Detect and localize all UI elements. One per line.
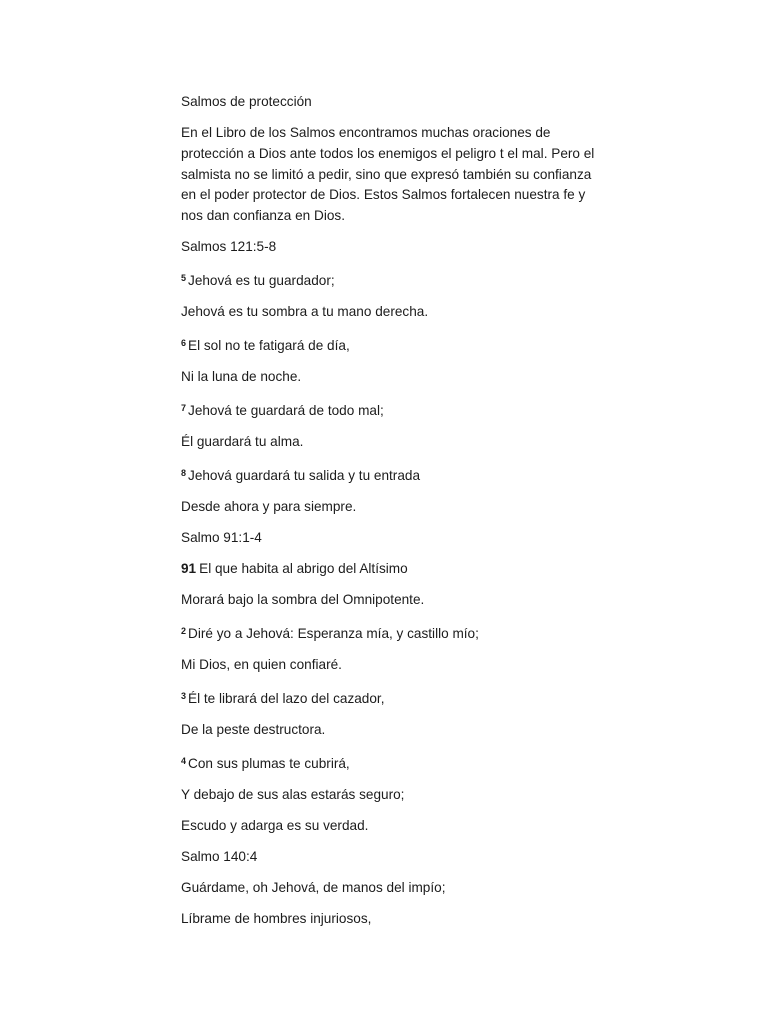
verse-number: 4	[181, 755, 187, 766]
verse-line	[181, 751, 601, 775]
verse-text: Jehová te guardará de todo mal;	[188, 403, 384, 419]
verse-text: Líbrame de hombres injuriosos,	[181, 910, 372, 926]
verse-text: Jehová es tu sombra a tu mano derecha.	[181, 304, 429, 320]
verse-text: Con sus plumas te cubrirá,	[188, 755, 350, 771]
verse-line	[181, 686, 601, 710]
verse-line	[181, 909, 601, 930]
verse-text: Diré yo a Jehová: Esperanza mía, y castillo mío;	[188, 625, 479, 641]
verse-text: Desde ahora y para siempre.	[181, 499, 357, 515]
document-title: Salmos de protección	[181, 94, 312, 109]
verse-text: Y debajo de sus alas estarás seguro;	[181, 786, 405, 802]
verse-text: Escudo y adarga es su verdad.	[181, 817, 369, 833]
verse-line	[181, 655, 601, 676]
verse-text: Él guardará tu alma.	[181, 434, 304, 450]
verse-text: El que habita al abrigo del Altísimo	[199, 561, 408, 576]
verse-line	[181, 463, 601, 487]
verse-line	[181, 398, 601, 422]
verse-line	[181, 333, 601, 357]
verse-number: 5	[181, 273, 187, 284]
verse-number: 8	[181, 468, 187, 479]
verse-number: 6	[181, 338, 187, 349]
verse-number: 2	[181, 625, 187, 636]
verse-line	[181, 785, 601, 806]
verse-text: Morará bajo la sombra del Omnipotente.	[181, 591, 425, 607]
verse-text: El sol no te fatigará de día,	[188, 338, 350, 354]
intro-paragraph: En el Libro de los Salmos encontramos muchas oraciones de protección a Dios ante todos los enemigos el peligro t el mal. Pero el salmista no se limitó a pedir, sino que expresó también su confianza en el poder protector de Dios. Estos Salmos fortalecen nuestra fe y nos dan confianza en Dios.	[181, 124, 595, 224]
verse-number: 7	[181, 403, 187, 414]
verse-line	[181, 268, 601, 292]
section-reference: Salmos 121:5-8	[181, 239, 277, 255]
verse-text: De la peste destructora.	[181, 721, 326, 737]
verse-line	[181, 559, 601, 580]
verse-line	[181, 432, 601, 453]
verse-line	[181, 590, 601, 611]
section-reference: Salmo 91:1-4	[181, 530, 262, 546]
verse-line	[181, 720, 601, 741]
chapter-number: 91	[181, 561, 197, 576]
verse-line	[181, 621, 601, 645]
verse-text: Jehová es tu guardador;	[188, 273, 335, 289]
verse-line	[181, 816, 601, 837]
verse-number: 3	[181, 690, 187, 701]
section-reference: Salmo 140:4	[181, 848, 258, 864]
verse-line	[181, 497, 601, 518]
verse-text: Mi Dios, en quien confiaré.	[181, 656, 342, 672]
verse-line	[181, 878, 601, 899]
verse-text: Ni la luna de noche.	[181, 369, 302, 385]
verse-line	[181, 367, 601, 388]
verse-text: Jehová guardará tu salida y tu entrada	[188, 468, 421, 484]
verse-text: Guárdame, oh Jehová, de manos del impío;	[181, 879, 446, 895]
document-page	[181, 92, 601, 940]
verse-line	[181, 302, 601, 323]
verse-text: Él te librará del lazo del cazador,	[188, 690, 385, 706]
